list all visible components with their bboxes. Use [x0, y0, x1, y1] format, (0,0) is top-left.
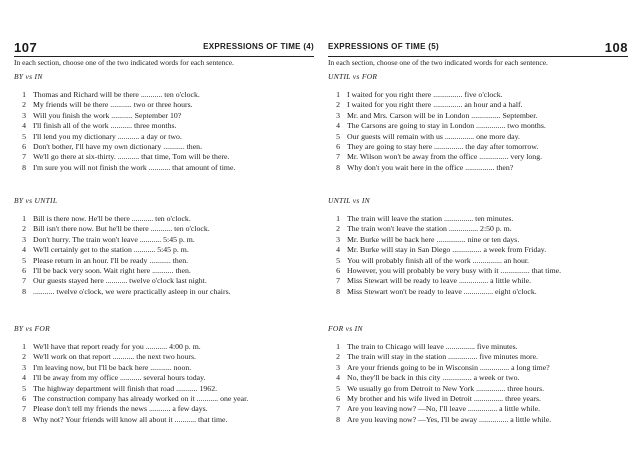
- item-number: 2: [336, 100, 340, 110]
- item-sentence: Are you leaving now? —No, I'll leave ............... a little while.: [347, 404, 541, 414]
- left-section-1: [14, 72, 314, 173]
- item-number: 7: [22, 404, 26, 414]
- section-title: FOR vs IN: [328, 324, 363, 333]
- item-number: 3: [336, 362, 340, 372]
- item-number: 8: [22, 286, 26, 296]
- item-number: 3: [22, 110, 26, 120]
- item-sentence: I'll finish all of the work ........... three months.: [33, 121, 177, 131]
- exercise-item: [328, 363, 628, 373]
- right-page: [328, 0, 628, 451]
- item-number: 7: [336, 276, 340, 286]
- item-number: 6: [22, 266, 26, 276]
- exercise-item: [14, 352, 314, 362]
- item-number: 3: [22, 234, 26, 244]
- item-number: 5: [336, 383, 340, 393]
- section-title: BY vs IN: [14, 72, 43, 81]
- item-number: 5: [336, 131, 340, 141]
- item-sentence: Why not? Your friends will know all about it ........... that time.: [33, 414, 228, 424]
- section-title: BY vs UNTIL: [14, 196, 58, 205]
- exercise-item: [14, 163, 314, 173]
- exercise-item: [328, 111, 628, 121]
- item-number: 7: [336, 404, 340, 414]
- item-sentence: Please return in an hour. I'll be ready ........... then.: [33, 255, 189, 265]
- item-sentence: The train will stay in the station ............... five minutes more.: [347, 352, 538, 362]
- exercise-item: [14, 363, 314, 373]
- exercise-item: [328, 163, 628, 173]
- item-sentence: My friends will be there ........... two or three hours.: [33, 100, 193, 110]
- exercise-item: [14, 256, 314, 266]
- item-sentence: Miss Stewart will be ready to leave ............... a little while.: [347, 276, 532, 286]
- exercise-item: [328, 235, 628, 245]
- item-sentence: The construction company has already worked on it ........... one year.: [33, 394, 249, 404]
- exercise-item: [14, 404, 314, 414]
- exercise-item: [328, 100, 628, 110]
- item-sentence: I waited for you right there ............... five o'clock.: [347, 90, 503, 99]
- exercise-item: [328, 224, 628, 234]
- item-sentence: The Carsons are going to stay in London ............... two months.: [347, 121, 546, 131]
- item-sentence: Are you leaving now? —Yes, I'll be away ............... a little while.: [347, 414, 552, 424]
- right-header-rule: [328, 56, 628, 57]
- item-sentence: However, you will probably be very busy with it ............... that time.: [347, 266, 562, 276]
- left-page: [14, 0, 314, 451]
- item-number: 4: [22, 245, 26, 255]
- item-number: 7: [336, 152, 340, 162]
- exercise-item: [328, 142, 628, 152]
- item-number: 1: [336, 90, 340, 99]
- item-sentence: I waited for you right there ............... an hour and a half.: [347, 100, 523, 110]
- exercise-item: [328, 266, 628, 276]
- exercise-item: [328, 276, 628, 286]
- exercise-item: [14, 224, 314, 234]
- left-page-number: 107: [14, 40, 38, 55]
- item-number: 2: [336, 224, 340, 234]
- item-sentence: My brother and his wife lived in Detroit ............... three years.: [347, 394, 542, 404]
- exercise-item: [328, 132, 628, 142]
- item-number: 2: [22, 100, 26, 110]
- exercise-item: [14, 373, 314, 383]
- exercise-item: [328, 245, 628, 255]
- item-sentence: Miss Stewart won't be ready to leave ............... eight o'clock.: [347, 286, 537, 296]
- item-number: 8: [336, 162, 340, 172]
- item-sentence: Bill isn't there now. But he'll be there ........... ten o'clock.: [33, 224, 210, 234]
- exercise-item: [14, 245, 314, 255]
- item-sentence: You will probably finish all of the work ............... an hour.: [347, 255, 529, 265]
- exercise-item: [14, 394, 314, 404]
- item-sentence: The train to Chicago will leave ............... five minutes.: [347, 342, 518, 351]
- item-number: 5: [22, 383, 26, 393]
- left-section-2: [14, 196, 314, 297]
- left-header-rule: [14, 56, 314, 57]
- exercise-item: [328, 373, 628, 383]
- item-sentence: ........... twelve o'clock, we were practically asleep in our chairs.: [33, 286, 231, 296]
- item-number: 3: [22, 362, 26, 372]
- item-sentence: Mr. Wilson won't be away from the office ............... very long.: [347, 152, 543, 162]
- exercise-item: [328, 394, 628, 404]
- right-section-3: [328, 324, 628, 425]
- item-number: 7: [22, 276, 26, 286]
- item-number: 8: [22, 414, 26, 424]
- item-number: 1: [22, 214, 26, 223]
- item-sentence: Mr. Burke will stay in San Diego ............... a week from Friday.: [347, 245, 547, 255]
- section-title: UNTIL vs FOR: [328, 72, 378, 81]
- item-number: 7: [22, 152, 26, 162]
- item-number: 4: [22, 373, 26, 383]
- item-sentence: I'll be away from my office ........... several hours today.: [33, 373, 206, 383]
- exercise-item: [14, 121, 314, 131]
- item-number: 6: [336, 142, 340, 152]
- item-number: 1: [22, 342, 26, 351]
- exercise-item: [14, 287, 314, 297]
- item-sentence: Bill is there now. He'll be there ........... ten o'clock.: [33, 214, 191, 223]
- item-number: 2: [22, 352, 26, 362]
- right-page-number: 108: [604, 40, 628, 55]
- exercise-item: [328, 90, 628, 100]
- exercise-item: [14, 266, 314, 276]
- exercise-item: [14, 235, 314, 245]
- exercise-item: [14, 152, 314, 162]
- left-section-3: [14, 324, 314, 425]
- item-sentence: I'm sure you will not finish the work ........... that amount of time.: [33, 162, 236, 172]
- section-title: UNTIL vs IN: [328, 196, 370, 205]
- item-number: 8: [336, 414, 340, 424]
- item-number: 8: [336, 286, 340, 296]
- exercise-item: [14, 214, 314, 224]
- item-sentence: I'll lend you my dictionary ........... a day or two.: [33, 131, 182, 141]
- item-sentence: I'll be back very soon. Wait right here ........... then.: [33, 266, 191, 276]
- exercise-item: [14, 142, 314, 152]
- item-number: 6: [22, 142, 26, 152]
- item-number: 6: [22, 394, 26, 404]
- item-sentence: Will you finish the work ........... September 10?: [33, 110, 182, 120]
- exercise-item: [328, 256, 628, 266]
- section-title: BY vs FOR: [14, 324, 51, 333]
- item-number: 6: [336, 394, 340, 404]
- exercise-item: [14, 415, 314, 425]
- right-section-1: [328, 72, 628, 173]
- item-number: 1: [336, 342, 340, 351]
- left-page-title: EXPRESSIONS OF TIME (4): [203, 42, 314, 51]
- item-number: 3: [336, 234, 340, 244]
- item-number: 3: [336, 110, 340, 120]
- right-section-2: [328, 196, 628, 297]
- item-number: 6: [336, 266, 340, 276]
- item-sentence: We'll work on that report ........... the next two hours.: [33, 352, 196, 362]
- item-number: 5: [22, 131, 26, 141]
- exercise-item: [14, 90, 314, 100]
- item-number: 5: [22, 255, 26, 265]
- item-number: 1: [336, 214, 340, 223]
- right-instruction: In each section, choose one of the two indicated words for each sentence.: [328, 58, 548, 67]
- exercise-item: [328, 152, 628, 162]
- item-sentence: Our guests will remain with us ............... one more day.: [347, 131, 520, 141]
- item-sentence: Don't bother, I'll have my own dictionary ........... then.: [33, 142, 203, 152]
- item-sentence: The train won't leave the station ............... 2:50 p. m.: [347, 224, 512, 234]
- item-number: 2: [22, 224, 26, 234]
- exercise-item: [14, 132, 314, 142]
- item-sentence: I'm leaving now, but I'll be back here ........... noon.: [33, 362, 192, 372]
- item-sentence: We'll go there at six-thirty. ........... that time, Tom will be there.: [33, 152, 230, 162]
- item-sentence: Please don't tell my friends the news ........... a few days.: [33, 404, 208, 414]
- item-sentence: Mr. and Mrs. Carson will be in London ............... September.: [347, 110, 538, 120]
- item-sentence: They are going to stay here ............... the day after tomorrow.: [347, 142, 539, 152]
- exercise-item: [14, 111, 314, 121]
- exercise-item: [328, 342, 628, 352]
- exercise-item: [14, 342, 314, 352]
- item-number: 4: [336, 245, 340, 255]
- item-sentence: We usually go from Detroit to New York ............... three hours.: [347, 383, 545, 393]
- item-number: 4: [336, 121, 340, 131]
- exercise-item: [328, 121, 628, 131]
- item-sentence: Our guests stayed here ........... twelve o'clock last night.: [33, 276, 207, 286]
- item-sentence: We'll certainly get to the station ........... 5:45 p. m.: [33, 245, 189, 255]
- right-page-header: [328, 40, 628, 54]
- exercise-item: [328, 404, 628, 414]
- item-sentence: The train will leave the station ............... ten minutes.: [347, 214, 514, 223]
- item-sentence: Thomas and Richard will be there ........... ten o'clock.: [33, 90, 200, 99]
- exercise-item: [14, 384, 314, 394]
- exercise-item: [328, 415, 628, 425]
- left-page-header: [14, 40, 314, 54]
- exercise-item: [328, 384, 628, 394]
- item-number: 4: [336, 373, 340, 383]
- item-sentence: The highway department will finish that road ........... 1962.: [33, 383, 218, 393]
- item-sentence: We'll have that report ready for you ........... 4:00 p. m.: [33, 342, 201, 351]
- exercise-item: [14, 100, 314, 110]
- left-instruction: In each section, choose one of the two indicated words for each sentence.: [14, 58, 234, 67]
- item-sentence: Are your friends going to be in Wisconsin ............... a long time?: [347, 362, 550, 372]
- item-number: 1: [22, 90, 26, 99]
- item-number: 4: [22, 121, 26, 131]
- item-sentence: Mr. Burke will be back here ............... nine or ten days.: [347, 234, 520, 244]
- exercise-item: [14, 276, 314, 286]
- item-sentence: No, they'll be back in this city ............... a week or two.: [347, 373, 520, 383]
- item-sentence: Don't hurry. The train won't leave ........... 5:45 p. m.: [33, 234, 195, 244]
- item-sentence: Why don't you wait here in the office ............... then?: [347, 162, 514, 172]
- item-number: 8: [22, 162, 26, 172]
- exercise-item: [328, 287, 628, 297]
- exercise-item: [328, 214, 628, 224]
- item-number: 5: [336, 255, 340, 265]
- exercise-item: [328, 352, 628, 362]
- right-page-title: EXPRESSIONS OF TIME (5): [328, 42, 439, 51]
- item-number: 2: [336, 352, 340, 362]
